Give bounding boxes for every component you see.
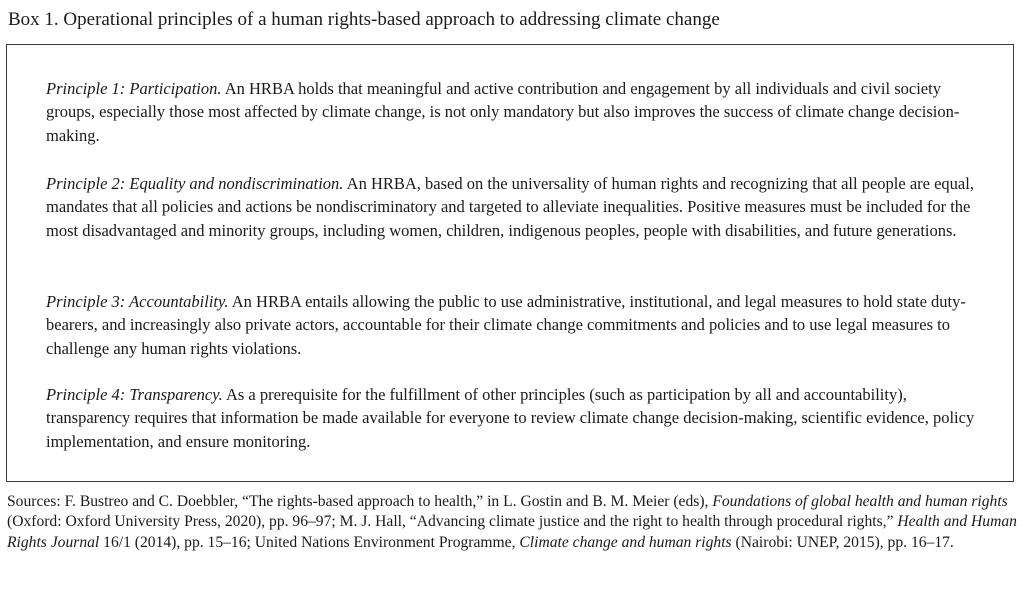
source-title: Foundations of global health and human rights	[712, 493, 1008, 510]
principle-heading: Principle 1: Participation.	[46, 79, 222, 98]
sources-text: Sources: F. Bustreo and C. Doebbler, “The rights-based approach to health,” in L. Gostin and B. M. Meier (eds),	[7, 493, 713, 510]
principle-transparency	[46, 383, 976, 453]
sources-text: (Oxford: Oxford University Press, 2020), pp. 96–97; M. J. Hall, “Advancing climate justice and the right to health through procedural rights,”	[7, 513, 898, 531]
sources-text: 16/1 (2014), pp. 15–16; United Nations Environment Programme,	[99, 533, 520, 551]
principle-text: An HRBA entails allowing the public to use administrative, institutional, and legal measures to hold state duty-bearers, and increasingly also private actors, accountable for their climate change commitments and policies and to use legal measures to challenge any human rights violations.	[46, 292, 966, 358]
source-title: Health and Human Rights Journal	[7, 513, 1017, 551]
sources-note	[7, 492, 1017, 553]
principle-text: As a prerequisite for the fulfillment of other principles (such as participation by all and accountability), transparency requires that information be made available for everyone to review climate change decision-making, scientific evidence, policy implementation, and ensure monitoring.	[46, 385, 975, 451]
principle-heading: Principle 4: Transparency.	[46, 385, 223, 404]
principle-text: An HRBA holds that meaningful and active contribution and engagement by all individuals and civil society groups, especially those most affected by climate change, is not only mandatory but also improves the success of climate change decision-making.	[46, 79, 960, 145]
principle-heading: Principle 2: Equality and nondiscrimination.	[46, 174, 344, 193]
principle-equality	[46, 172, 976, 242]
sources-text: (Nairobi: UNEP, 2015), pp. 16–17.	[731, 533, 954, 551]
box-title: Box 1. Operational principles of a human rights-based approach to addressing climate change	[8, 9, 720, 30]
principle-participation	[46, 77, 976, 147]
principle-heading: Principle 3: Accountability.	[46, 292, 229, 311]
principle-text: An HRBA, based on the universality of human rights and recognizing that all people are equal, mandates that all policies and actions be nondiscriminatory and targeted to alleviate inequalities. Positive measures must be included for the most disadvantaged and minority groups, including women, children, indigenous peoples, people with disabilities, and future generations.	[46, 174, 974, 240]
principle-accountability	[46, 290, 976, 360]
source-title: Climate change and human rights	[519, 533, 732, 551]
